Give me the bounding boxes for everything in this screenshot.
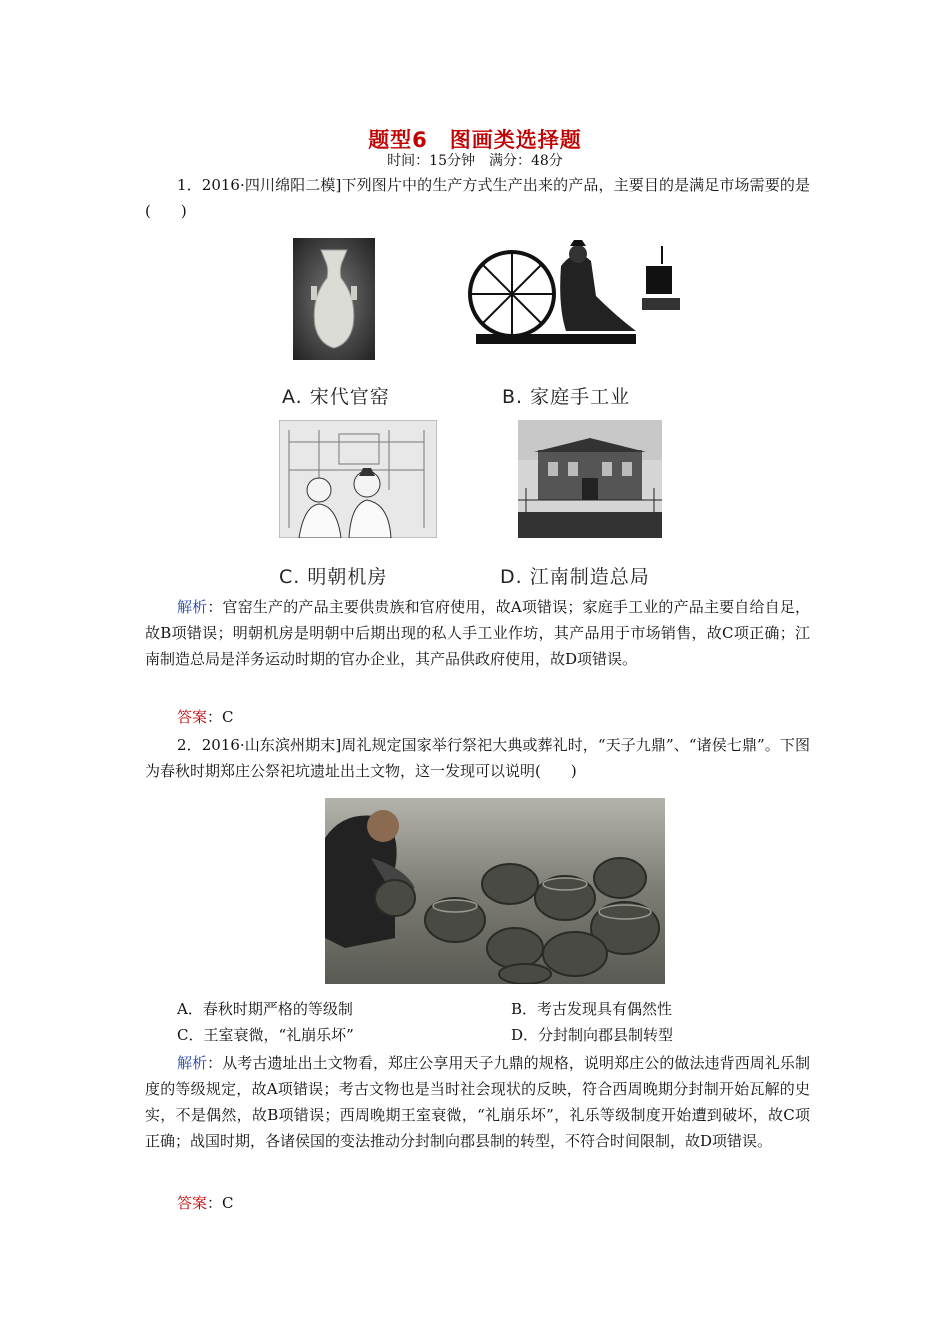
q2-image-excavation-site [325, 798, 665, 984]
q2-analysis [145, 1050, 810, 1154]
q1-analysis [145, 594, 810, 672]
q2-option-c: C．王室衰微，“礼崩乐坏” [177, 1026, 354, 1044]
q2-stem: 2．2016·山东滨州期末]周礼规定国家举行祭祀大典或葬礼时，“天子九鼎”、“诸侯七鼎”。下图为春秋时期郑庄公祭祀坑遗址出土文物，这一发现可以说明( ) [145, 736, 810, 780]
page-title: 题型6 图画类选择题 [368, 128, 582, 152]
time-score-line: 时间：15分钟 满分：48分 [387, 153, 563, 169]
q2-option-a: A．春秋时期严格的等级制 [177, 1000, 353, 1018]
q1-caption-b: B. 家庭手工业 [502, 386, 631, 408]
q1-answer [145, 704, 810, 730]
q1-analysis-label: 解析 [177, 598, 208, 616]
q1-caption-c: C. 明朝机房 [279, 566, 388, 588]
q2-answer [145, 1190, 810, 1216]
q1-image-a-vase [293, 238, 375, 360]
q2-option-b: B．考古发现具有偶然性 [511, 1000, 673, 1018]
q1-image-d-jiangnan-arsenal [518, 420, 662, 538]
q1-answer-label: 答案 [177, 708, 208, 726]
q1-answer-value: ：C [207, 708, 234, 726]
q2-answer-label: 答案 [177, 1194, 208, 1212]
q1-caption-a: A. 宋代官窑 [282, 386, 390, 408]
q1-image-c-ming-workshop [279, 420, 437, 538]
q1-stem: 1．2016·四川绵阳二模]下列图片中的生产方式生产出来的产品，主要目的是满足市场需要的是( ) [145, 176, 810, 220]
q2-analysis-label: 解析 [177, 1054, 208, 1072]
q1-image-b-spinning-wheel [466, 236, 698, 354]
q2-analysis-text: ：从考古遗址出土文物看，郑庄公享用天子九鼎的规格，说明郑庄公的做法违背西周礼乐制度的等级规定，故A项错误；考古文物也是当时社会现状的反映，符合西周晚期分封制开始瓦解的史实，不是偶然，故B项错误；西周晚期王室衰微，“礼崩乐坏”，礼乐等级制度开始遭到破坏，故C项正确；战国时期，各诸侯国的变法推动分封制向郡县制的转型，不符合时间限制，故D项错误。 [145, 1054, 810, 1150]
q2-option-d: D．分封制向郡县制转型 [511, 1026, 674, 1044]
q2-answer-value: ：C [207, 1194, 234, 1212]
q1-caption-d: D. 江南制造总局 [500, 566, 650, 588]
q1-analysis-text: ：官窑生产的产品主要供贵族和官府使用，故A项错误；家庭手工业的产品主要自给自足，故B项错误；明朝机房是明朝中后期出现的私人手工业作坊，其产品用于市场销售，故C项正确；江南制造总局是洋务运动时期的官办企业，其产品供政府使用，故D项错误。 [145, 598, 810, 668]
